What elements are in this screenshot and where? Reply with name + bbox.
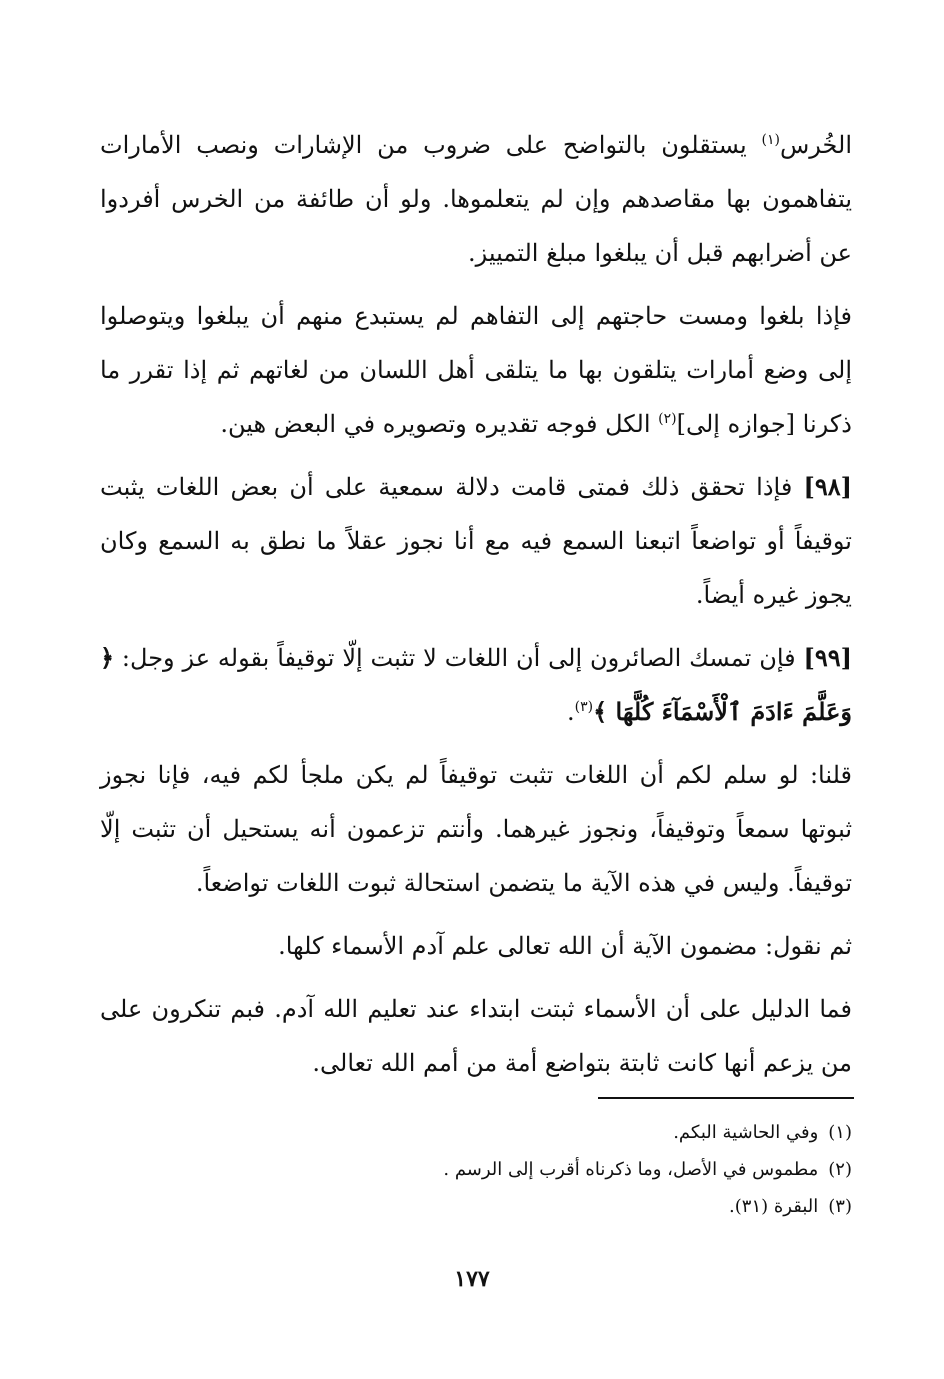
section-number: [٩٨] bbox=[803, 472, 852, 501]
section-number: [٩٩] bbox=[803, 643, 852, 672]
footnote-text: البقرة (٣١). bbox=[729, 1196, 819, 1217]
footnote-number: (٢) bbox=[828, 1159, 852, 1180]
paragraph-text: ثم نقول: مضمون الآية أن الله تعالى علم آدم الأسماء كلها. bbox=[278, 932, 852, 960]
quran-verse: ﴿ وَعَلَّمَ ءَادَمَ ٱلْأَسْمَآءَ كُلَّهَا ﴾ bbox=[100, 643, 852, 726]
paragraph bbox=[100, 460, 852, 622]
footnotes bbox=[152, 1114, 852, 1225]
footnote-number: (٣) bbox=[828, 1196, 852, 1217]
paragraph bbox=[100, 631, 852, 739]
main-text bbox=[100, 118, 852, 1099]
paragraph-text: الكل فوجه تقديره وتصويره في البعض هين. bbox=[220, 410, 659, 438]
paragraph-text: فإن تمسك الصائرون إلى أن اللغات لا تثبت إلّا توقيفاً بقوله عز وجل: bbox=[114, 644, 804, 672]
paragraph bbox=[100, 289, 852, 451]
footnote-number: (١) bbox=[828, 1122, 852, 1143]
paragraph bbox=[100, 748, 852, 910]
footnote-3 bbox=[152, 1188, 852, 1225]
paragraph-text: قلنا: لو سلم لكم أن اللغات تثبت توقيفاً لم يكن ملجأ لكم فيه، فإنا نجوز ثبوتها سمعاً وتوقيفاً، ونجوز غيرهما. وأنتم تزعمون أنه يستحيل أن تثبت إلّا توقيفاً. وليس في هذه الآية ما يتضمن استحالة ثبوت اللغات تواضعاً. bbox=[100, 761, 852, 897]
paragraph bbox=[100, 982, 852, 1090]
paragraph-text: فما الدليل على أن الأسماء ثبتت ابتداء عند تعليم الله آدم. فبم تنكرون على من يزعم أنها كانت ثابتة بتواضع أمة من أمم الله تعالى. bbox=[100, 995, 852, 1077]
paragraph-text: الخُرس bbox=[779, 131, 852, 159]
footnote-2 bbox=[152, 1151, 852, 1188]
footnote-reference: (٣) bbox=[574, 699, 594, 715]
paragraph-text: فإذا تحقق ذلك فمتى قامت دلالة سمعية على أن بعض اللغات يثبت توقيفاً أو تواضعاً اتبعنا السمع فيه مع أنا نجوز عقلاً ما نطق به السمع وكان يجوز غيره أيضاً. bbox=[100, 473, 852, 609]
paragraph-text: . bbox=[567, 698, 575, 726]
footnote-reference: (٢) bbox=[658, 411, 677, 427]
footnote-reference: (١) bbox=[761, 132, 780, 148]
paragraph bbox=[100, 919, 852, 973]
paragraph-text: فإذا بلغوا ومست حاجتهم إلى التفاهم لم يستبدع منهم أن يبلغوا ويتوصلوا إلى وضع أمارات يتلقون بها ما يتلقى أهل اللسان من لغاتهم ثم إذا تقرر ما ذكرنا [جوازه إلى] bbox=[100, 302, 852, 438]
footnote-1 bbox=[152, 1114, 852, 1151]
footnote-text: مطموس في الأصل، وما ذكرناه أقرب إلى الرسم . bbox=[443, 1159, 819, 1180]
paragraph bbox=[100, 118, 852, 280]
footnote-text: وفي الحاشية البكم. bbox=[673, 1122, 819, 1143]
paragraph-text: يستقلون بالتواضح على ضروب من الإشارات ونصب الأمارات يتفاهمون بها مقاصدهم وإن لم يتعلموها. ولو أن طائفة من الخرس أفردوا عن أضرابهم قبل أن يبلغوا مبلغ التمييز. bbox=[100, 131, 852, 267]
footnote-separator bbox=[598, 1097, 854, 1099]
page-number: ١٧٧ bbox=[454, 1266, 490, 1292]
